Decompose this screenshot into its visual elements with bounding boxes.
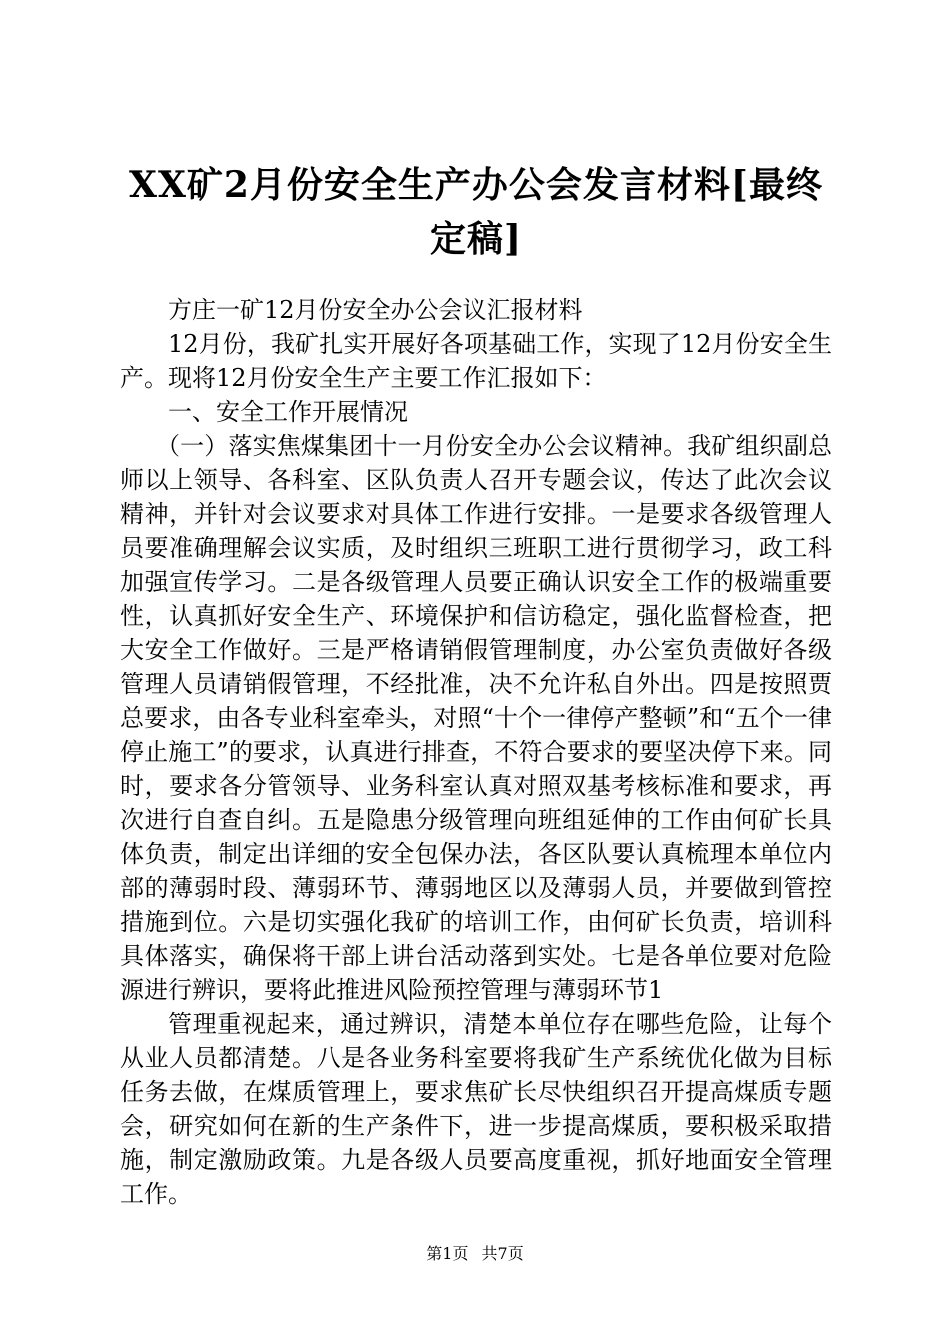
document-body (120, 293, 832, 1211)
paragraph-intro: 12月份，我矿扎实开展好各项基础工作，实现了12月份安全生产。现将12月份安全生产主要工作汇报如下： (120, 330, 832, 392)
paragraph-continuation: 管理重视起来，通过辨识，清楚本单位存在哪些危险，让每个从业人员都清楚。八是各业务科室要将我矿生产系统优化做为目标任务去做，在煤质管理上，要求焦矿长尽快组织召开提高煤质专题会，研究如何在新的生产条件下，进一步提高煤质，要积极采取措施，制定激励政策。九是各级人员要高度重视，抓好地面安全管理工作。 (120, 1010, 832, 1208)
section-heading: 一、安全工作开展情况 (168, 398, 408, 426)
page-total: 共7页 (481, 1244, 524, 1263)
page-number: 第1页 (426, 1244, 469, 1263)
page-footer (0, 1244, 950, 1264)
document-title: XX矿2月份安全生产办公会发言材料[最终定稿] (129, 164, 823, 260)
paragraph-report-heading: 方庄一矿12月份安全办公会议汇报材料 (168, 296, 583, 324)
paragraph-item-1: （一）落实焦煤集团十一月份安全办公会议精神。我矿组织副总师以上领导、各科室、区队负责人召开专题会议，传达了此次会议精神，并针对会议要求对具体工作进行安排。一是要求各级管理人员要准确理解会议实质，及时组织三班职工进行贯彻学习，政工科加强宣传学习。二是各级管理人员要正确认识安全工作的极端重要性，认真抓好安全生产、环境保护和信访稳定，强化监督检查，把大安全工作做好。三是严格请销假管理制度，办公室负责做好各级管理人员请销假管理，不经批准，决不允许私自外出。四是按照贾总要求，由各专业科室牵头，对照“十个一律停产整顿”和“五个一律停止施工”的要求，认真进行排查，不符合要求的要坚决停下来。同时，要求各分管领导、业务科室认真对照双基考核标准和要求，再次进行自查自纠。五是隐患分级管理向班组延伸的工作由何矿长具体负责，制定出详细的安全包保办法，各区队要认真梳理本单位内部的薄弱时段、薄弱环节、薄弱地区以及薄弱人员，并要做到管控措施到位。六是切实强化我矿的培训工作，由何矿长负责，培训科具体落实，确保将干部上讲台活动落到实处。七是各单位要对危险源进行辨识，要将此推进风险预控管理与薄弱环节1 (120, 432, 832, 1004)
